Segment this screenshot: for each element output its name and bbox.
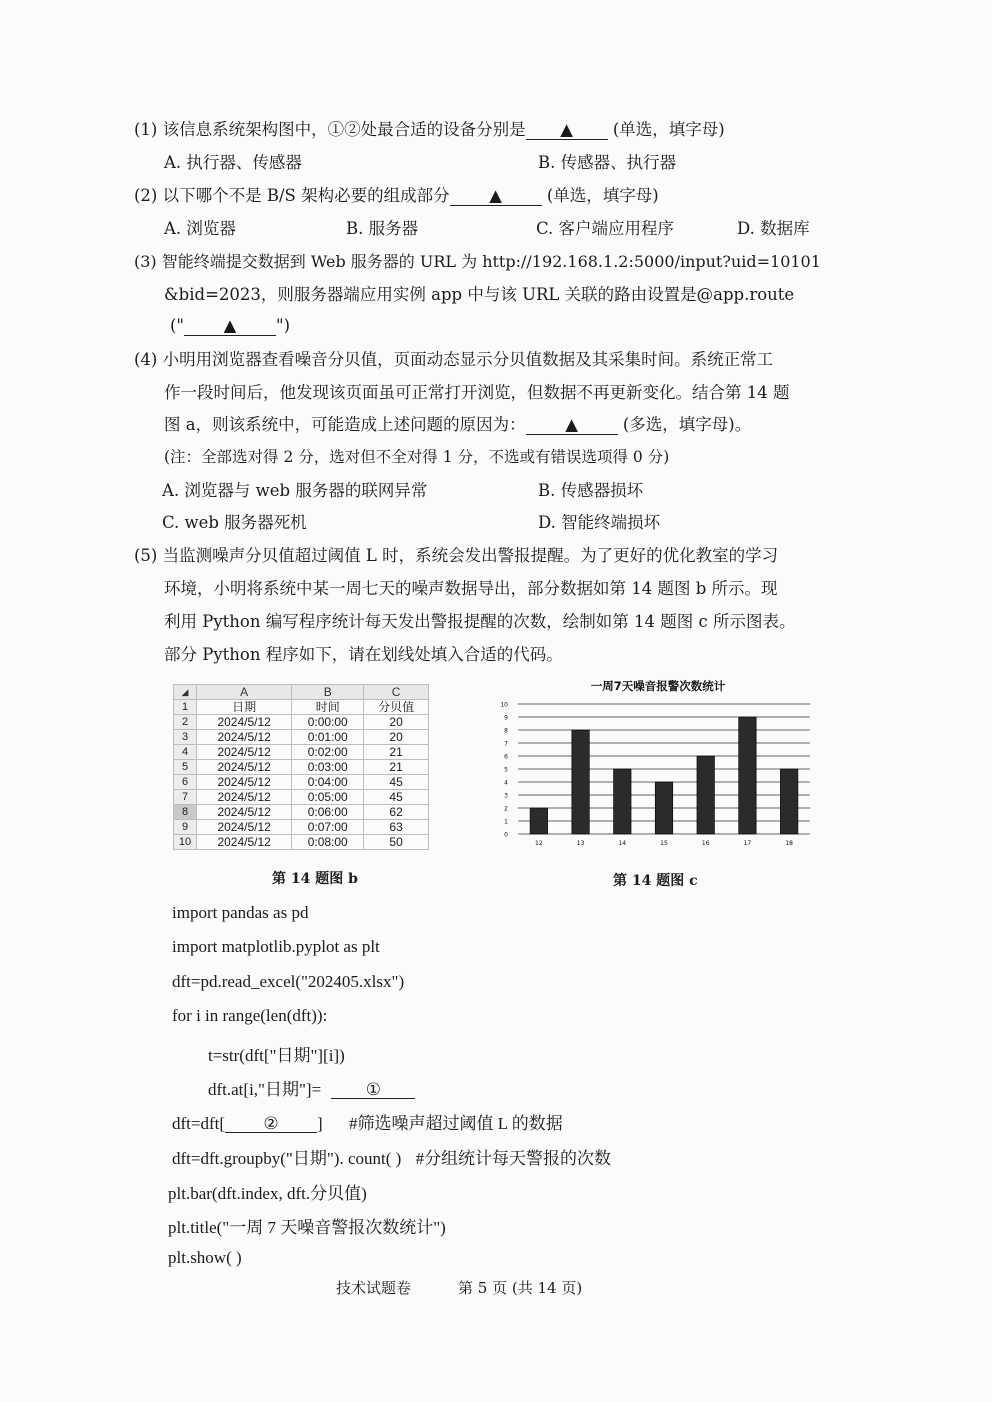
x-tick-label: 16 [701, 840, 710, 846]
sheet-cell-date: 2024/5/12 [197, 715, 292, 730]
table-row [174, 835, 429, 850]
q3-close: ") [276, 316, 291, 335]
sheet-row-number: 10 [174, 835, 197, 850]
code-line-6-text: dft.at[i,"日期"]= [208, 1080, 322, 1099]
q1-option-a: A. 执行器、传感器 [164, 153, 302, 172]
q1-tail: (单选，填字母) [612, 120, 725, 139]
x-tick-label: 18 [785, 840, 793, 846]
q2-answer-blank[interactable]: ▲ [450, 188, 542, 206]
sheet-cell-date: 2024/5/12 [197, 820, 292, 835]
q3-open: (" [170, 316, 185, 335]
sheet-cell-db: 63 [364, 820, 429, 835]
table-row [174, 760, 429, 775]
q1-stem: (1) 该信息系统架构图中，①②处最合适的设备分别是 [134, 120, 526, 139]
table-row [174, 730, 429, 745]
chart-bar [739, 717, 757, 834]
q4-line3-pre: 图 a，则该系统中，可能造成上述问题的原因为： [164, 415, 526, 434]
sheet-row-number: 4 [174, 745, 197, 760]
sheet-cell-time: 0:02:00 [292, 745, 364, 760]
table-row [174, 745, 429, 760]
sheet-corner: ◢ [174, 685, 197, 700]
q5-line2: 环境，小明将系统中某一周七天的噪声数据导出，部分数据如第 14 题图 b 所示。现 [164, 579, 778, 598]
code-line-2: import matplotlib.pyplot as plt [172, 937, 380, 956]
y-tick-label: 6 [504, 753, 508, 761]
sheet-cell-db: 20 [364, 730, 429, 745]
y-tick-label: 2 [504, 805, 508, 813]
sheet-cell-time: 0:06:00 [292, 805, 364, 820]
sheet-cell-date: 2024/5/12 [197, 745, 292, 760]
q2-stem-line [134, 186, 659, 207]
code-blank-1[interactable]: ① [331, 1081, 415, 1099]
q3-line2: &bid=2023，则服务器端应用实例 app 中与该 URL 关联的路由设置是@app.route [164, 285, 795, 304]
sheet-cell-db: 50 [364, 835, 429, 850]
q4-line2: 作一段时间后，他发现该页面虽可正常打开浏览，但数据不再更新变化。结合第 14 题 [164, 383, 790, 402]
sheet-cell-db: 45 [364, 775, 429, 790]
q1-stem-line [134, 120, 725, 141]
sheet-row-number: 3 [174, 730, 197, 745]
table-row [174, 715, 429, 730]
y-tick-label: 7 [504, 740, 508, 748]
sheet-cell-date: 2024/5/12 [197, 805, 292, 820]
sheet-cell-db: 21 [364, 760, 429, 775]
table-row [174, 775, 429, 790]
q4-option-d: D. 智能终端损坏 [538, 513, 661, 532]
code-line-5: t=str(dft["日期"][i]) [208, 1046, 345, 1065]
x-tick-label: 15 [660, 840, 668, 846]
y-tick-label: 5 [504, 766, 508, 774]
sheet-cell-time: 0:04:00 [292, 775, 364, 790]
q2-stem: (2) 以下哪个不是 B/S 架构必要的组成部分 [134, 186, 450, 205]
y-tick-label: 4 [504, 779, 508, 787]
sheet-cell-date: 2024/5/12 [197, 835, 292, 850]
x-tick-label: 12 [535, 840, 543, 846]
sheet-header-db: 分贝值 [364, 700, 429, 715]
sheet-col-b: B [292, 685, 364, 700]
sheet-header-date: 日期 [197, 700, 292, 715]
sheet-row-number: 9 [174, 820, 197, 835]
sheet-cell-date: 2024/5/12 [197, 730, 292, 745]
code-line-7-text: dft=dft[ [172, 1114, 226, 1133]
table-row [174, 790, 429, 805]
q2-option-b: B. 服务器 [346, 219, 419, 238]
sheet-cell-time: 0:03:00 [292, 760, 364, 775]
code-line-11: plt.show( ) [168, 1248, 242, 1267]
q4-line3 [164, 415, 751, 436]
sheet-cell-date: 2024/5/12 [197, 775, 292, 790]
code-line-4: for i in range(len(dft)): [172, 1006, 328, 1025]
sheet-row-number: 5 [174, 760, 197, 775]
q1-answer-blank[interactable]: ▲ [526, 122, 608, 140]
q3-line3 [170, 316, 290, 337]
y-tick-label: 0 [504, 831, 508, 839]
q5-line3: 利用 Python 编写程序统计每天发出警报提醒的次数，绘制如第 14 题图 c 所示图表。 [164, 612, 796, 631]
x-tick-label: 13 [576, 840, 585, 846]
y-tick-label: 1 [504, 818, 508, 826]
sheet-row-number: 7 [174, 790, 197, 805]
chart-bar [655, 782, 673, 834]
chart-bar [530, 808, 548, 834]
y-tick-label: 10 [500, 701, 508, 709]
table-row [174, 805, 429, 820]
sheet-column-letters [174, 685, 429, 700]
sheet-row-number: 8 [174, 805, 197, 820]
sheet-cell-time: 0:05:00 [292, 790, 364, 805]
y-tick-label: 3 [504, 792, 508, 800]
q4-line3-post: (多选，填字母)。 [622, 415, 752, 434]
sheet-header-time: 时间 [292, 700, 364, 715]
q4-note: (注：全部选对得 2 分，选对但不全对得 1 分，不选或有错误选项得 0 分) [164, 448, 670, 466]
sheet-cell-db: 62 [364, 805, 429, 820]
chart-bar [780, 769, 798, 834]
sheet-cell-db: 20 [364, 715, 429, 730]
sheet-header-row [174, 700, 429, 715]
sheet-cell-time: 0:00:00 [292, 715, 364, 730]
code-comment-filter: #筛选噪声超过阈值 L 的数据 [348, 1114, 563, 1133]
footer-page-number: 第 5 页 (共 14 页) [458, 1279, 583, 1297]
code-comment-groupby: #分组统计每天警报的次数 [415, 1149, 612, 1168]
figure-b-caption: 第 14 题图 b [272, 871, 358, 887]
sheet-cell-time: 0:01:00 [292, 730, 364, 745]
q2-option-d: D. 数据库 [737, 219, 810, 238]
footer-exam: 技术试题卷 [336, 1279, 412, 1297]
sheet-col-a: A [197, 685, 292, 700]
x-tick-label: 14 [618, 840, 627, 846]
code-line-8 [172, 1144, 611, 1169]
table-row [174, 820, 429, 835]
code-line-6 [208, 1075, 415, 1100]
x-tick-label: 17 [743, 840, 752, 846]
sheet-row-number: 6 [174, 775, 197, 790]
q2-option-a: A. 浏览器 [164, 219, 236, 238]
y-tick-label: 8 [504, 727, 508, 735]
sheet-row-number: 1 [174, 700, 197, 715]
spreadsheet-figure [173, 684, 429, 850]
code-line-7-close: ] [317, 1114, 323, 1133]
chart-bar [614, 769, 632, 834]
code-line-1: import pandas as pd [172, 903, 309, 922]
sheet-cell-time: 0:07:00 [292, 820, 364, 835]
y-tick-label: 9 [504, 714, 508, 722]
figure-c-caption: 第 14 题图 c [613, 873, 698, 889]
q2-tail: (单选，填字母) [546, 186, 659, 205]
chart-title: 一周7天噪音报警次数统计 [590, 679, 726, 693]
sheet-col-c: C [364, 685, 429, 700]
chart-bar [697, 756, 715, 834]
code-line-3: dft=pd.read_excel("202405.xlsx") [172, 972, 405, 991]
q5-line4: 部分 Python 程序如下，请在划线处填入合适的代码。 [164, 645, 563, 664]
q4-line1: (4) 小明用浏览器查看噪音分贝值，页面动态显示分贝值数据及其采集时间。系统正常工 [134, 350, 774, 369]
sheet-cell-db: 45 [364, 790, 429, 805]
bar-chart [488, 676, 828, 846]
sheet-cell-db: 21 [364, 745, 429, 760]
chart-bar [572, 730, 590, 834]
code-line-8-text: dft=dft.groupby("日期"). count( ) [172, 1149, 402, 1168]
code-line-7 [172, 1109, 563, 1134]
code-blank-2[interactable]: ② [225, 1115, 317, 1133]
sheet-cell-date: 2024/5/12 [197, 760, 292, 775]
q5-line1: (5) 当监测噪声分贝值超过阈值 L 时，系统会发出警报提醒。为了更好的优化教室的学习 [134, 546, 779, 565]
sheet-cell-date: 2024/5/12 [197, 790, 292, 805]
q3-line1: (3) 智能终端提交数据到 Web 服务器的 URL 为 http://192.168.1.2:5000/input?uid=10101 [134, 252, 821, 271]
sheet-cell-time: 0:08:00 [292, 835, 364, 850]
sheet-row-number: 2 [174, 715, 197, 730]
q4-option-a: A. 浏览器与 web 服务器的联网异常 [162, 481, 428, 500]
q4-answer-blank[interactable]: ▲ [526, 417, 618, 435]
q4-option-c: C. web 服务器死机 [162, 513, 307, 532]
q4-option-b: B. 传感器损坏 [538, 481, 644, 500]
code-line-10: plt.title("一周 7 天噪音警报次数统计") [168, 1218, 446, 1237]
q1-option-b: B. 传感器、执行器 [538, 153, 677, 172]
code-line-9: plt.bar(dft.index, dft.分贝值) [168, 1184, 367, 1203]
q2-option-c: C. 客户端应用程序 [536, 219, 675, 238]
q3-answer-blank[interactable]: ▲ [184, 318, 276, 336]
